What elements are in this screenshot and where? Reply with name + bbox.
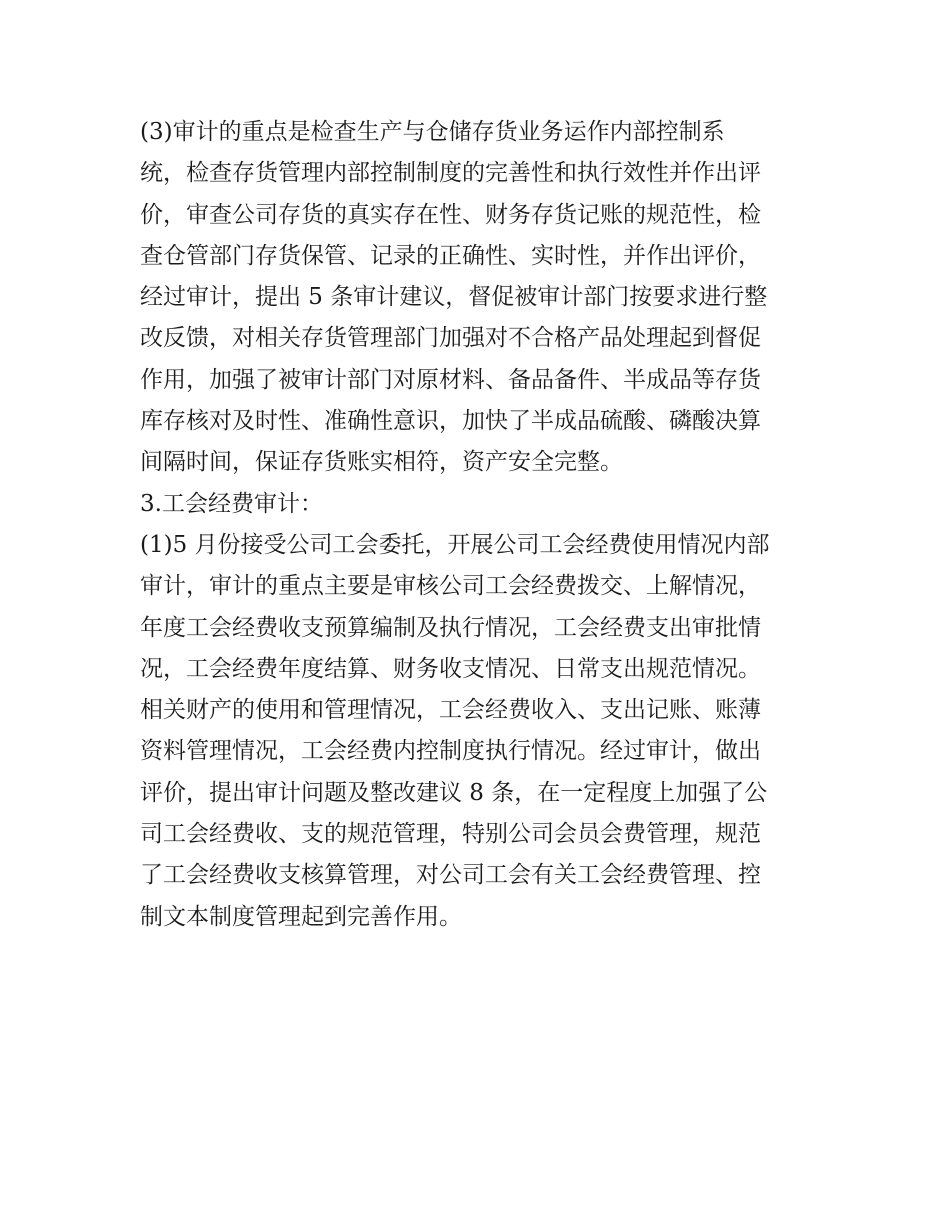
text-line: 评价，提出审计问题及整改建议 8 条，在一定程度上加强了公 <box>140 779 768 806</box>
section-heading: 3.工会经费审计： <box>140 490 323 517</box>
text-line: 况，工会经费年度结算、财务收支情况、日常支出规范情况。 <box>140 655 761 682</box>
text-line: (3)审计的重点是检查生产与仓储存货业务运作内部控制系 <box>140 119 725 145</box>
text-line: 价，审查公司存货的真实存在性、财务存货记账的规范性，检 <box>140 201 761 228</box>
text-line: 间隔时间，保证存货账实相符，资产安全完整。 <box>140 449 623 476</box>
text-line: 司工会经费收、支的规范管理，特别公司会员会费管理，规范 <box>140 821 761 848</box>
text-line: 审计，审计的重点主要是审核公司工会经费拨交、上解情况， <box>140 573 761 600</box>
text-line: 库存核对及时性、准确性意识，加快了半成品硫酸、磷酸决算 <box>140 408 761 435</box>
text-line: (1)5 月份接受公司工会委托，开展公司工会经费使用情况内部 <box>140 531 770 558</box>
text-line: 统，检查存货管理内部控制制度的完善性和执行效性并作出评 <box>140 160 761 187</box>
text-line: 制文本制度管理起到完善作用。 <box>140 903 462 930</box>
text-line: 资料管理情况，工会经费内控制度执行情况。经过审计，做出 <box>140 738 761 765</box>
text-line: 经过审计，提出 5 条审计建议，督促被审计部门按要求进行整 <box>140 284 768 311</box>
document-body <box>140 112 820 938</box>
text-line: 了工会经费收支核算管理，对公司工会有关工会经费管理、控 <box>140 862 761 889</box>
text-line: 年度工会经费收支预算编制及执行情况，工会经费支出审批情 <box>140 614 761 641</box>
text-line: 作用，加强了被审计部门对原材料、备品备件、半成品等存货 <box>140 366 761 393</box>
text-line: 查仓管部门存货保管、记录的正确性、实时性，并作出评价， <box>140 242 761 269</box>
text-line: 改反馈，对相关存货管理部门加强对不合格产品处理起到督促 <box>140 325 761 352</box>
text-line: 相关财产的使用和管理情况，工会经费收入、支出记账、账薄 <box>140 697 761 724</box>
